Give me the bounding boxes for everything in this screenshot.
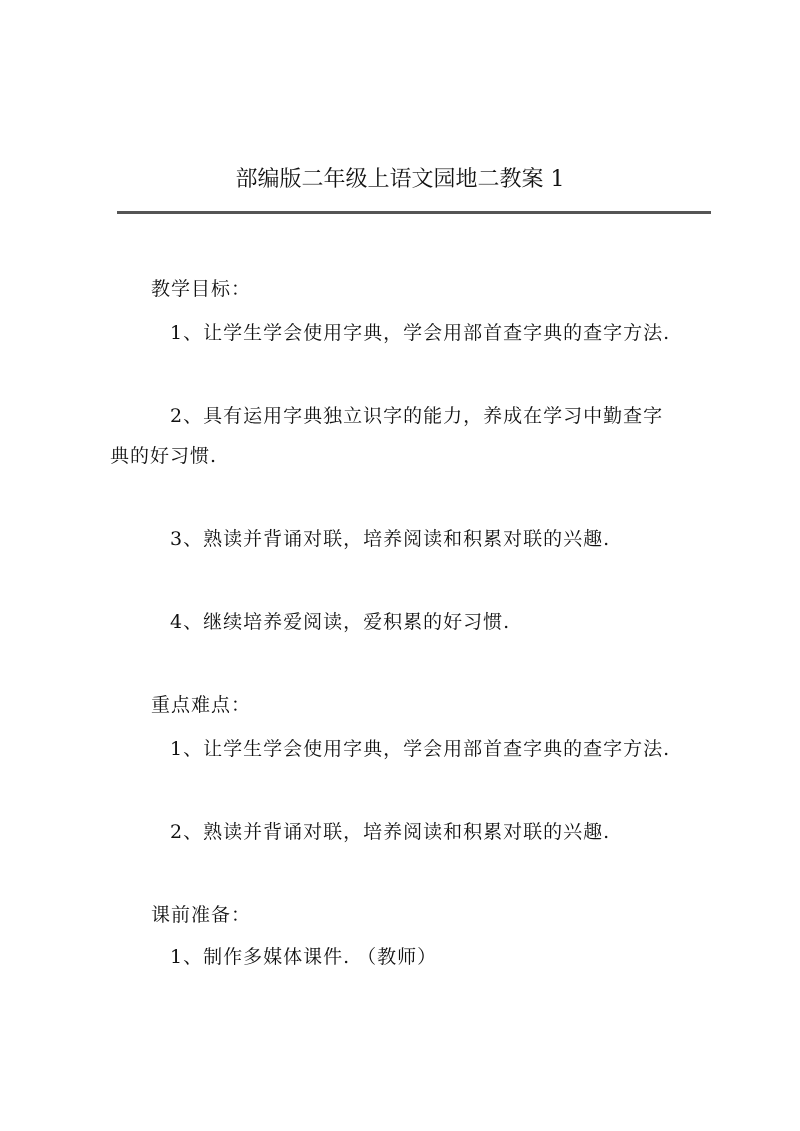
objective-item-4: 4、继续培养爱阅读，爱积累的好习惯. bbox=[170, 611, 511, 633]
document-title: 部编版二年级上语文园地二教案 1 bbox=[235, 167, 565, 192]
key-point-item-2: 2、熟读并背诵对联，培养阅读和积累对联的兴趣. bbox=[170, 821, 611, 843]
objective-item-2-continued: 典的好习惯. bbox=[110, 445, 218, 467]
preparation-item-1: 1、制作多媒体课件. （教师） bbox=[170, 946, 438, 968]
section-heading-objectives: 教学目标： bbox=[151, 278, 252, 300]
key-point-item-1: 1、让学生学会使用字典，学会用部首查字典的查字方法. bbox=[170, 738, 671, 760]
section-heading-key-points: 重点难点： bbox=[151, 694, 252, 716]
section-heading-preparation: 课前准备： bbox=[151, 904, 252, 926]
title-divider bbox=[117, 211, 711, 214]
objective-item-3: 3、熟读并背诵对联，培养阅读和积累对联的兴趣. bbox=[170, 528, 611, 550]
objective-item-1: 1、让学生学会使用字典，学会用部首查字典的查字方法. bbox=[170, 322, 671, 344]
objective-item-2: 2、具有运用字典独立识字的能力，养成在学习中勤查字 bbox=[170, 405, 664, 427]
